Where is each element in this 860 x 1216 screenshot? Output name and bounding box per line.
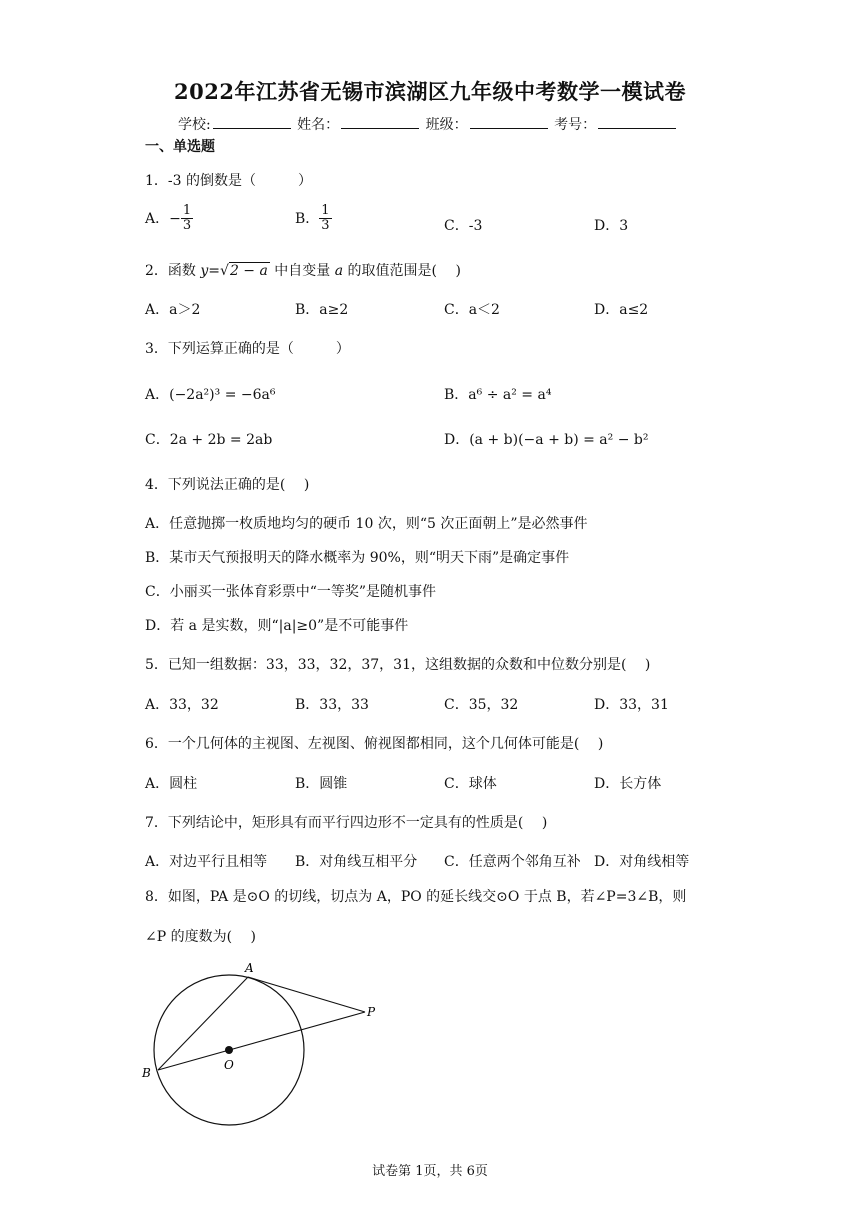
- exam-number-blank: [598, 114, 676, 129]
- exam-title: 2022年江苏省无锡市滨湖区九年级中考数学一模试卷: [174, 79, 686, 104]
- question-8-line-1: 8．如图，PA 是⊙O 的切线，切点为 A，PO 的延长线交⊙O 于点 B，若∠P=3∠B，则: [145, 889, 687, 905]
- q5-option-c: C．35，32: [444, 697, 519, 713]
- secant-line-bp: [158, 1012, 365, 1070]
- q4-option-a: A．任意抛掷一枚质地均匀的硬币 10 次，则“5 次正面朝上”是必然事件: [145, 516, 588, 532]
- question-7: 7．下列结论中，矩形具有而平行四边形不一定具有的性质是( ): [145, 815, 548, 831]
- q2-option-a: A．a＞2: [145, 302, 201, 318]
- q4-option-b: B．某市天气预报明天的降水概率为 90%，则“明天下雨”是确定事件: [145, 550, 570, 566]
- question-1: 1．-3 的倒数是（ ）: [145, 173, 312, 189]
- q7-option-a: A．对边平行且相等: [145, 854, 268, 870]
- fraction: $\frac{1}{3}$: [321, 203, 330, 234]
- q2-option-c: C．a＜2: [444, 302, 500, 318]
- label-o: O: [224, 1058, 234, 1072]
- q1-option-a: A．− $\frac{1}{3}$: [145, 203, 192, 234]
- label-a: A: [245, 961, 254, 975]
- question-8-line-2: ∠P 的度数为( ): [145, 929, 256, 945]
- class-label: 班级：: [425, 117, 468, 133]
- q5-option-a: A．33，32: [145, 697, 219, 713]
- question-3: 3．下列运算正确的是（ ）: [145, 341, 350, 357]
- q6-option-c: C．球体: [444, 776, 497, 792]
- exam-number-label: 考号：: [554, 117, 597, 133]
- q2-option-d: D．a≤2: [594, 302, 649, 318]
- name-blank: [341, 114, 419, 129]
- q3-option-c: C．2a + 2b = 2ab: [145, 432, 273, 448]
- question-5: 5．已知一组数据：33，33，32，37，31，这组数据的众数和中位数分别是( ): [145, 657, 651, 673]
- q6-option-b: B．圆锥: [295, 776, 348, 792]
- name-label: 姓名：: [297, 117, 340, 133]
- q3-option-b: B．a⁶ ÷ a² = a⁴: [444, 387, 552, 403]
- q1-option-c: C．-3: [444, 218, 483, 234]
- student-info: [178, 114, 678, 134]
- q6-option-d: D．长方体: [594, 776, 662, 792]
- q1-option-d: D．3: [594, 218, 629, 234]
- q7-option-c: C．任意两个邻角互补: [444, 854, 581, 870]
- tangent-line-pa: [248, 977, 365, 1012]
- school-label: 学校:: [178, 117, 211, 133]
- q4-option-c: C．小丽买一张体育彩票中“一等奖”是随机事件: [145, 584, 437, 600]
- q2-option-b: B．a≥2: [295, 302, 349, 318]
- question-6: 6．一个几何体的主视图、左视图、俯视图都相同，这个几何体可能是( ): [145, 736, 604, 752]
- question-4: 4．下列说法正确的是( ): [145, 477, 310, 493]
- sqrt-sign: √: [220, 263, 229, 279]
- q7-option-b: B．对角线互相平分: [295, 854, 418, 870]
- q5-option-d: D．33，31: [594, 697, 669, 713]
- class-blank: [470, 114, 548, 129]
- question-2: 2．函数 y=√2 − a 中自变量 a 的取值范围是( ): [145, 263, 461, 279]
- label-b: B: [142, 1066, 151, 1080]
- q3-option-d: D．(a + b)(−a + b) = a² − b²: [444, 432, 649, 448]
- q7-option-d: D．对角线相等: [594, 854, 690, 870]
- school-blank: [213, 114, 291, 129]
- q1-option-b: B． $\frac{1}{3}$: [295, 203, 330, 234]
- q6-option-a: A．圆柱: [145, 776, 198, 792]
- q3-option-a: A．(−2a²)³ = −6a⁶: [145, 387, 276, 403]
- circle-tangent-figure: [140, 955, 400, 1135]
- section-heading: 一、单选题: [145, 139, 215, 155]
- q5-option-b: B．33，33: [295, 697, 369, 713]
- q4-option-d: D．若 a 是实数，则“|a|≥0”是不可能事件: [145, 618, 409, 634]
- fraction: $\frac{1}{3}$: [182, 203, 192, 234]
- label-p: P: [367, 1005, 376, 1019]
- center-point-o: [225, 1046, 233, 1054]
- chord-ab: [158, 977, 248, 1070]
- page-footer: 试卷第 1页，共 6页: [372, 1164, 488, 1179]
